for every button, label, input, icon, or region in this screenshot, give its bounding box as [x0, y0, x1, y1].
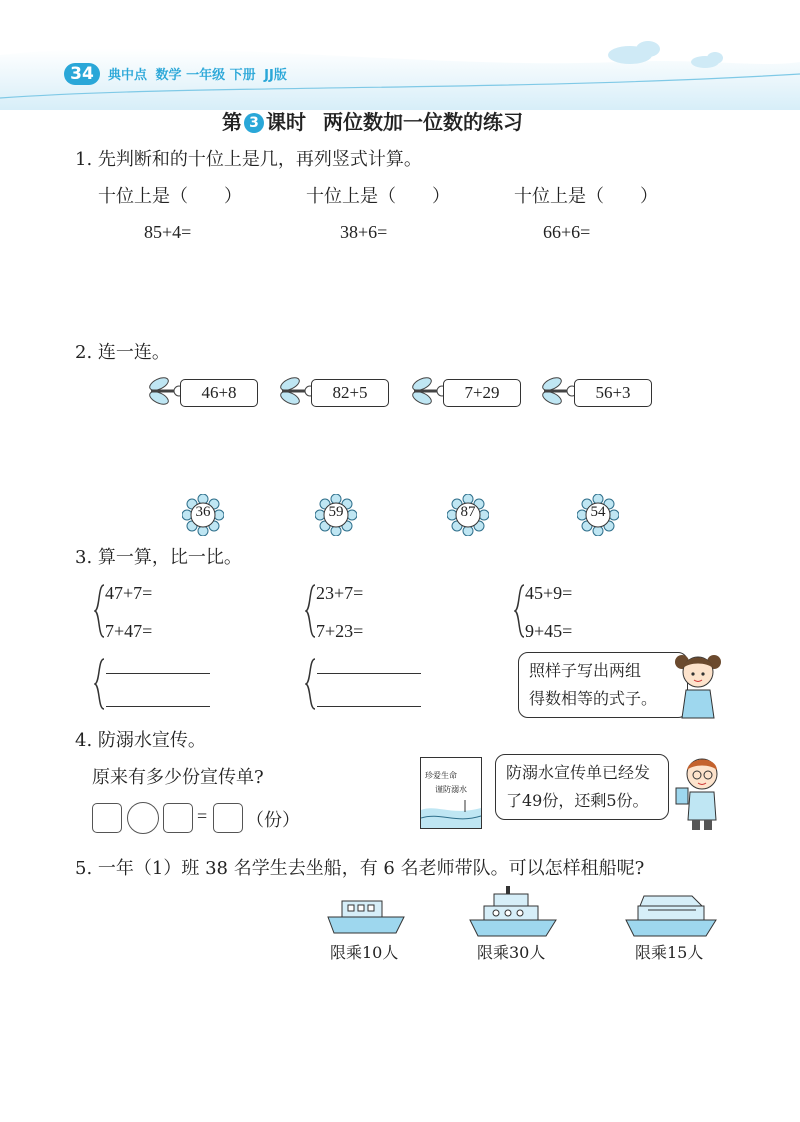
hint-line-1: 照样子写出两组	[529, 661, 642, 680]
boat-capacity-label: 限乘15人	[635, 943, 704, 962]
page-number: 34	[70, 64, 94, 84]
flower-answer[interactable]	[315, 494, 357, 536]
boat-capacity-label: 限乘30人	[477, 943, 546, 962]
expression-card[interactable]: 82+5	[311, 379, 389, 407]
speech-line-2: 了49份，还剩5份。	[506, 791, 649, 810]
poster-image	[420, 757, 482, 829]
boat-capacity-label: 限乘10人	[330, 943, 399, 962]
girl-character-icon	[670, 648, 726, 720]
flower-answer[interactable]	[577, 494, 619, 536]
q4-title: 4. 防溺水宣传。	[75, 730, 206, 751]
q5-title: 5. 一年（1）班 38 名学生去坐船，有 6 名老师带队。可以怎样租船呢?	[75, 858, 645, 879]
flower-answer[interactable]	[182, 494, 224, 536]
q3-title: 3. 算一算，比一比。	[75, 547, 242, 568]
answer-line[interactable]	[106, 673, 210, 674]
q3-expr-b: 7+23=	[316, 621, 364, 641]
answer-line[interactable]	[317, 673, 421, 674]
q3-expr-a: 47+7=	[105, 583, 153, 603]
flower-number: 36	[195, 504, 211, 520]
speech-line-1: 防溺水宣传单已经发	[506, 763, 651, 782]
q1-expr-1: 85+4=	[144, 222, 192, 242]
answer-line[interactable]	[317, 706, 421, 707]
poster-waves	[421, 800, 481, 829]
q2-title: 2. 连一连。	[75, 342, 170, 363]
operator-circle[interactable]	[127, 802, 159, 834]
page-title	[222, 106, 523, 135]
flower-number: 87	[460, 504, 476, 520]
unit-label: （份）	[246, 810, 300, 831]
lesson-number: 3	[249, 115, 259, 131]
flower-number: 59	[328, 504, 344, 520]
answer-box[interactable]	[92, 803, 122, 833]
edition: JJ版	[264, 68, 287, 83]
header-brand	[108, 64, 287, 83]
lesson-number-badge	[244, 113, 264, 133]
hint-line-2: 得数相等的式子。	[529, 689, 658, 708]
poster-line-2: 谨防溺水	[435, 785, 467, 794]
boat-icon	[622, 892, 720, 938]
answer-brace	[94, 657, 106, 711]
lesson-prefix: 第	[222, 110, 242, 134]
expression-card[interactable]: 46+8	[180, 379, 258, 407]
q3-expr-a: 45+9=	[525, 583, 573, 603]
q1-expr-3: 66+6=	[543, 222, 591, 242]
q4-question: 原来有多少份宣传单?	[92, 767, 264, 788]
speech-bubble	[495, 754, 669, 820]
flower-answer[interactable]	[447, 494, 489, 536]
flower-number: 54	[590, 504, 606, 520]
book-title: 数学 一年级 下册	[155, 68, 256, 83]
page-number-badge	[64, 63, 100, 85]
lesson-suffix: 课时	[266, 110, 306, 134]
hint-speech-bubble	[518, 652, 688, 718]
boat-icon	[466, 884, 560, 938]
q1-prompt-1[interactable]: 十位上是（ ）	[98, 186, 242, 207]
answer-brace	[305, 657, 317, 711]
q3-expr-b: 7+47=	[105, 621, 153, 641]
q1-title: 1. 先判断和的十位上是几，再列竖式计算。	[75, 149, 422, 170]
q3-expr-a: 23+7=	[316, 583, 364, 603]
expression-card[interactable]: 7+29	[443, 379, 521, 407]
answer-box[interactable]	[163, 803, 193, 833]
q1-prompt-2[interactable]: 十位上是（ ）	[306, 186, 450, 207]
q1-expr-2: 38+6=	[340, 222, 388, 242]
boat-icon	[324, 897, 408, 937]
lesson-title: 两位数加一位数的练习	[322, 110, 523, 134]
boy-character-icon	[672, 752, 728, 832]
answer-line[interactable]	[106, 706, 210, 707]
q3-expr-b: 9+45=	[525, 621, 573, 641]
equals-sign: =	[197, 806, 208, 826]
brand-name: 典中点	[108, 68, 148, 83]
poster-line-1: 珍爱生命	[425, 771, 457, 780]
q1-prompt-3[interactable]: 十位上是（ ）	[514, 186, 658, 207]
answer-box[interactable]	[213, 803, 243, 833]
expression-card[interactable]: 56+3	[574, 379, 652, 407]
